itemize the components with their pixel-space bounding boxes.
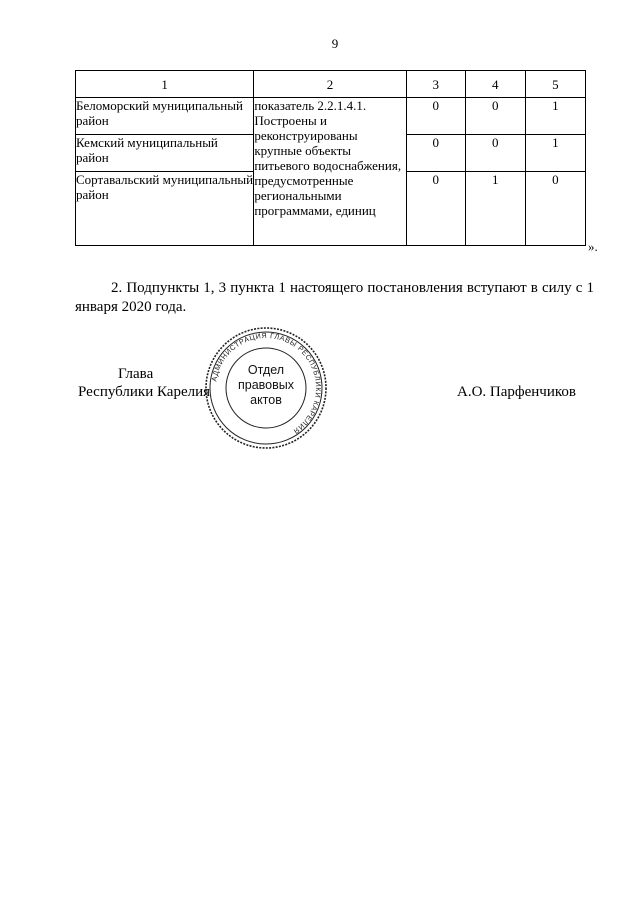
signatory-title-line2: Республики Карелия xyxy=(78,384,211,400)
column-header: 1 xyxy=(76,71,254,98)
region-cell: Кемский муниципальный район xyxy=(76,135,254,172)
value-cell: 0 xyxy=(465,98,525,135)
region-cell: Сортавальский муниципальный район xyxy=(76,172,254,246)
region-cell: Беломорский муниципальный район xyxy=(76,98,254,135)
column-header: 3 xyxy=(406,71,465,98)
closing-quote: ». xyxy=(588,239,598,254)
column-header: 4 xyxy=(465,71,525,98)
value-cell: 0 xyxy=(406,172,465,246)
column-header: 2 xyxy=(254,71,406,98)
stamp-center-line: Отдел xyxy=(247,363,285,377)
signatory-title-line1: Глава xyxy=(118,366,154,382)
value-cell: 0 xyxy=(525,172,585,246)
official-stamp xyxy=(204,326,328,450)
table-header-row xyxy=(76,71,586,98)
indicator-table xyxy=(75,70,586,246)
stamp-center-line: правовых xyxy=(238,378,294,392)
page-number: 9 xyxy=(331,36,339,51)
signatory-name: А.О. Парфенчиков xyxy=(457,384,576,400)
stamp-center-line: актов xyxy=(250,393,282,407)
table-row xyxy=(76,98,586,135)
value-cell: 1 xyxy=(525,135,585,172)
body-paragraph: 2. Подпункты 1, 3 пункта 1 настоящего постановления вступают в силу с 1 января 2020 года. xyxy=(75,280,594,315)
value-cell: 1 xyxy=(525,98,585,135)
value-cell: 0 xyxy=(406,98,465,135)
value-cell: 0 xyxy=(406,135,465,172)
column-header: 5 xyxy=(525,71,585,98)
indicator-cell: показатель 2.2.1.4.1. Построены и реконструированы крупные объекты питьевого водоснабжения, предусмотренные региональными программами, единиц xyxy=(254,98,406,246)
value-cell: 1 xyxy=(465,172,525,246)
stamp-ring-text: АДМИНИСТРАЦИЯ ГЛАВЫ РЕСПУБЛИКИ КАРЕЛИЯ xyxy=(209,330,324,437)
value-cell: 0 xyxy=(465,135,525,172)
